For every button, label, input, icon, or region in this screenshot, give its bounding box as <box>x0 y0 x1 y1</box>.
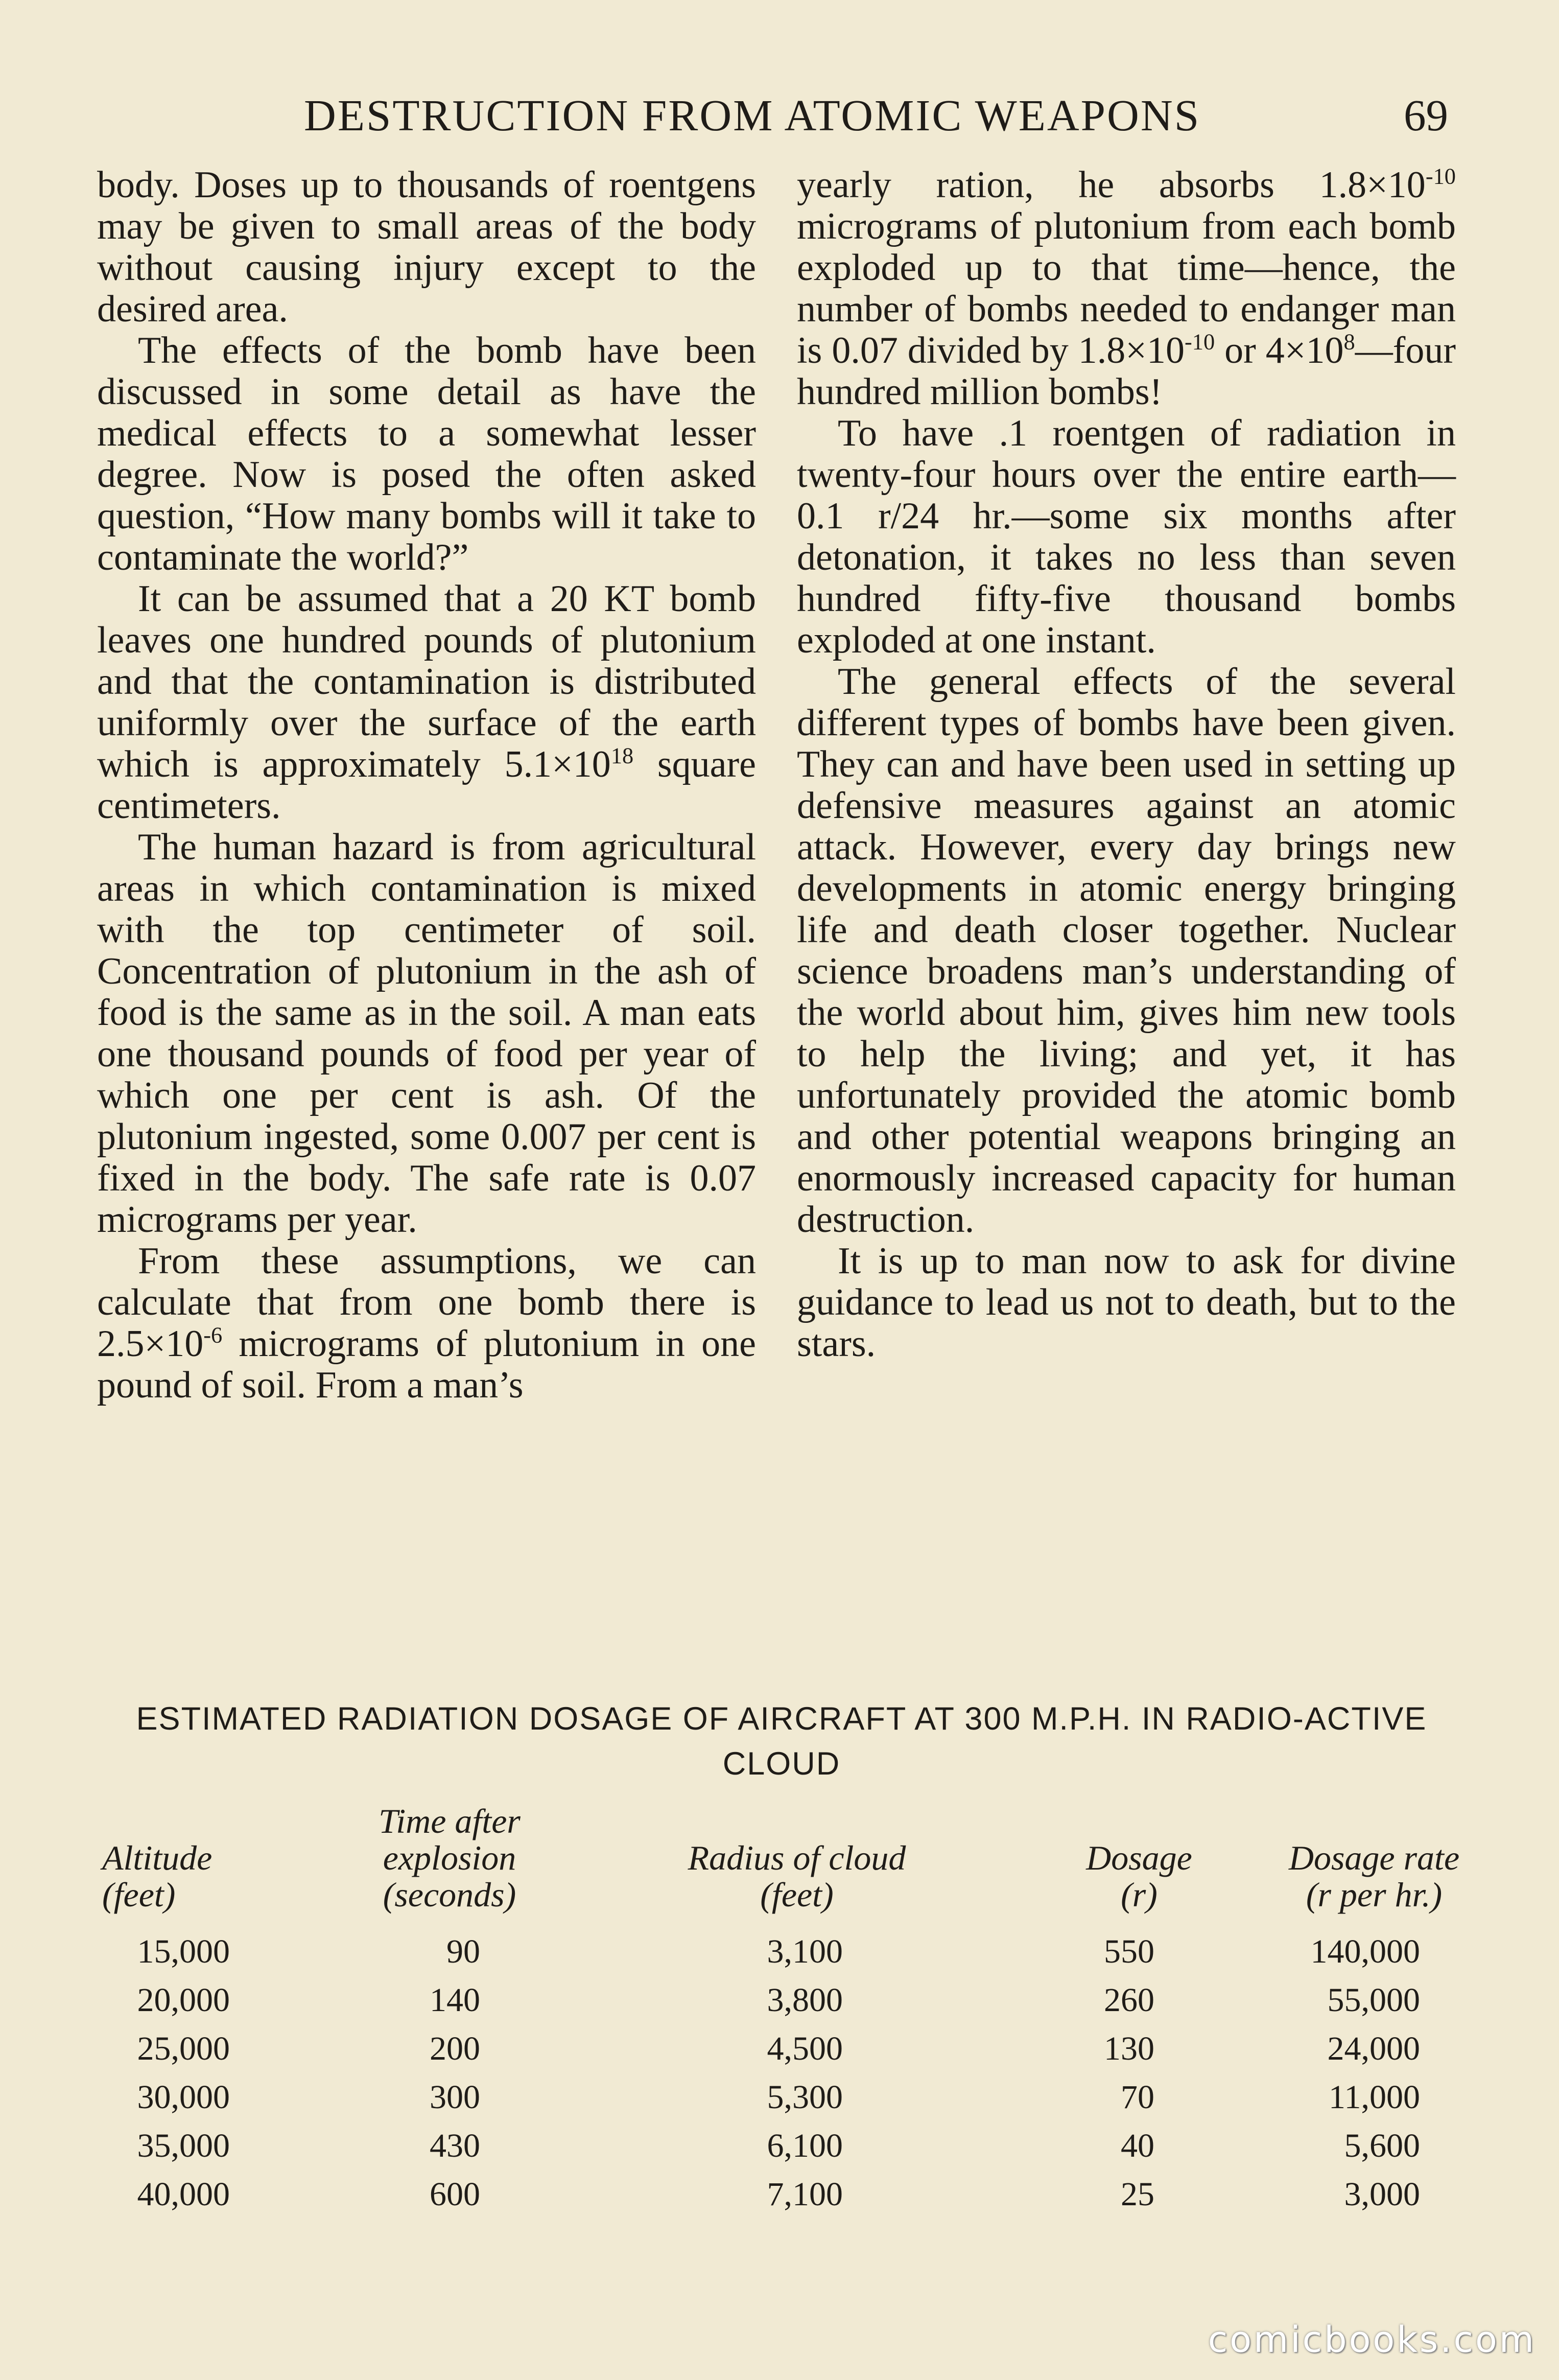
column-header-altitude: Altitude (feet) <box>102 1838 212 1914</box>
table-cell: 11,000 <box>1328 2079 1420 2116</box>
table-cell: 30,000 <box>137 2079 230 2116</box>
column-header-radius: Radius of cloud (feet) <box>688 1838 906 1914</box>
table-cell: 55,000 <box>1327 1981 1420 2019</box>
table-cell: 140 <box>430 1981 480 2019</box>
paragraph: It is up to man now to ask for divine guidance to lead us not to death, but to the stars. <box>797 1240 1456 1365</box>
watermark: comicbooks.com <box>1208 2319 1536 2361</box>
exponent: -6 <box>203 1322 223 1348</box>
paragraph: The human hazard is from agricultural areas in which contamination is mixed with the top centimeter of soil. Concentration of plutonium in the ash of food is the same as in the soil. A man eats one thousand pounds of food per year of which one per cent is ash. Of the plutonium ingested, some 0.007 per cent is fixed in the body. The safe rate is 0.07 micrograms per year. <box>97 826 756 1241</box>
table-cell: 24,000 <box>1327 2030 1420 2067</box>
table-cell: 40,000 <box>137 2176 230 2213</box>
table-row <box>0 2175 1559 2224</box>
exponent: 8 <box>1343 329 1355 355</box>
table-cell: 7,100 <box>767 2176 843 2213</box>
column-header-time: Time after explosion (seconds) <box>379 1802 521 1914</box>
table-cell: 130 <box>1104 2030 1154 2067</box>
paragraph: The general effects of the several different types of bombs have been given. They can and have been used in setting up defensive measures against an atomic attack. However, every day brings new developments in atomic energy bringing life and death closer together. Nuclear science broadens man’s understanding of the world about him, gives him new tools to help the living; and yet, it has unfortunately provided the atomic bomb and other potential weapons bringing an enormously increased capacity for human destruction. <box>797 661 1456 1241</box>
table-row <box>0 2029 1559 2078</box>
table-cell: 25 <box>1121 2176 1154 2213</box>
left-column <box>97 165 756 1406</box>
table-cell: 15,000 <box>137 1933 230 1970</box>
table-cell: 3,100 <box>767 1933 843 1970</box>
text-run: micrograms of plutonium in one pound of soil. From a man’s <box>97 1323 756 1406</box>
table-cell: 430 <box>430 2127 480 2164</box>
text-run: It can be assumed that a 20 KT bomb leaves one hundred pounds of plutonium and that the contamination is distributed uniformly over the surface of the earth which is approximately 5.1×10 <box>97 578 756 785</box>
exponent: 18 <box>610 742 634 768</box>
right-column <box>797 165 1456 1365</box>
table-cell: 40 <box>1121 2127 1154 2164</box>
table-cell: 3,000 <box>1344 2176 1420 2213</box>
paragraph <box>797 165 1456 413</box>
table-cell: 70 <box>1121 2079 1154 2116</box>
table-cell: 300 <box>430 2079 480 2116</box>
table-cell: 260 <box>1104 1981 1154 2019</box>
column-header-dosage: Dosage (r) <box>1086 1838 1192 1914</box>
table-cell: 3,800 <box>767 1981 843 2019</box>
table-cell: 5,300 <box>767 2079 843 2116</box>
table-cell: 35,000 <box>137 2127 230 2164</box>
text-run: square centimeters. <box>97 743 756 827</box>
page-title: DESTRUCTION FROM ATOMIC WEAPONS <box>304 90 1201 140</box>
exponent: -10 <box>1425 163 1456 189</box>
table-row <box>0 1981 1559 2029</box>
table-cell: 140,000 <box>1310 1933 1420 1970</box>
paragraph <box>97 578 756 827</box>
table-row <box>0 2078 1559 2127</box>
table-cell: 200 <box>430 2030 480 2067</box>
table-row <box>0 2127 1559 2175</box>
table-row <box>0 1932 1559 1981</box>
table-cell: 90 <box>446 1933 480 1970</box>
paragraph: To have .1 roentgen of radiation in twenty-four hours over the entire earth—0.1 r/24 hr.—some six months after detonation, it takes no less than seven hundred fifty-five thousand bombs exploded at one instant. <box>797 412 1456 661</box>
paragraph <box>97 1241 756 1406</box>
table-cell: 600 <box>430 2176 480 2213</box>
paragraph: body. Doses up to thousands of roentgens may be given to small areas of the body without causing injury except to the desired area. <box>97 164 756 330</box>
column-header-dosage-rate: Dosage rate (r per hr.) <box>1288 1838 1460 1914</box>
exponent: -10 <box>1184 329 1215 355</box>
table-cell: 550 <box>1104 1933 1154 1970</box>
text-run: From these assumptions, we can calculate that from one bomb there is 2.5×10 <box>97 1240 756 1365</box>
text-run: or 4×10 <box>1215 330 1344 371</box>
table-cell: 4,500 <box>767 2030 843 2067</box>
table-cell: 20,000 <box>137 1981 230 2019</box>
table-cell: 6,100 <box>767 2127 843 2164</box>
text-run: —four hundred million bombs! <box>797 330 1456 413</box>
page-number: 69 <box>1404 90 1448 140</box>
text-run: micrograms of plutonium from each bomb exploded up to that time—hence, the number of bombs needed to endanger man is 0.07 divided by 1.8×10 <box>797 205 1456 371</box>
table-cell: 25,000 <box>137 2030 230 2067</box>
table-body <box>0 1932 1559 2224</box>
paragraph: The effects of the bomb have been discussed in some detail as have the medical effects to a somewhat lesser degree. Now is posed the often asked question, “How many bombs will it take to contaminate the world?” <box>97 330 756 578</box>
table-cell: 5,600 <box>1344 2127 1420 2164</box>
text-run: yearly ration, he absorbs 1.8×10 <box>797 164 1426 206</box>
running-head <box>100 89 1448 151</box>
table-title: ESTIMATED RADIATION DOSAGE OF AIRCRAFT AT 300 M.P.H. IN RADIO-ACTIVE CLOUD <box>136 1701 1427 1782</box>
